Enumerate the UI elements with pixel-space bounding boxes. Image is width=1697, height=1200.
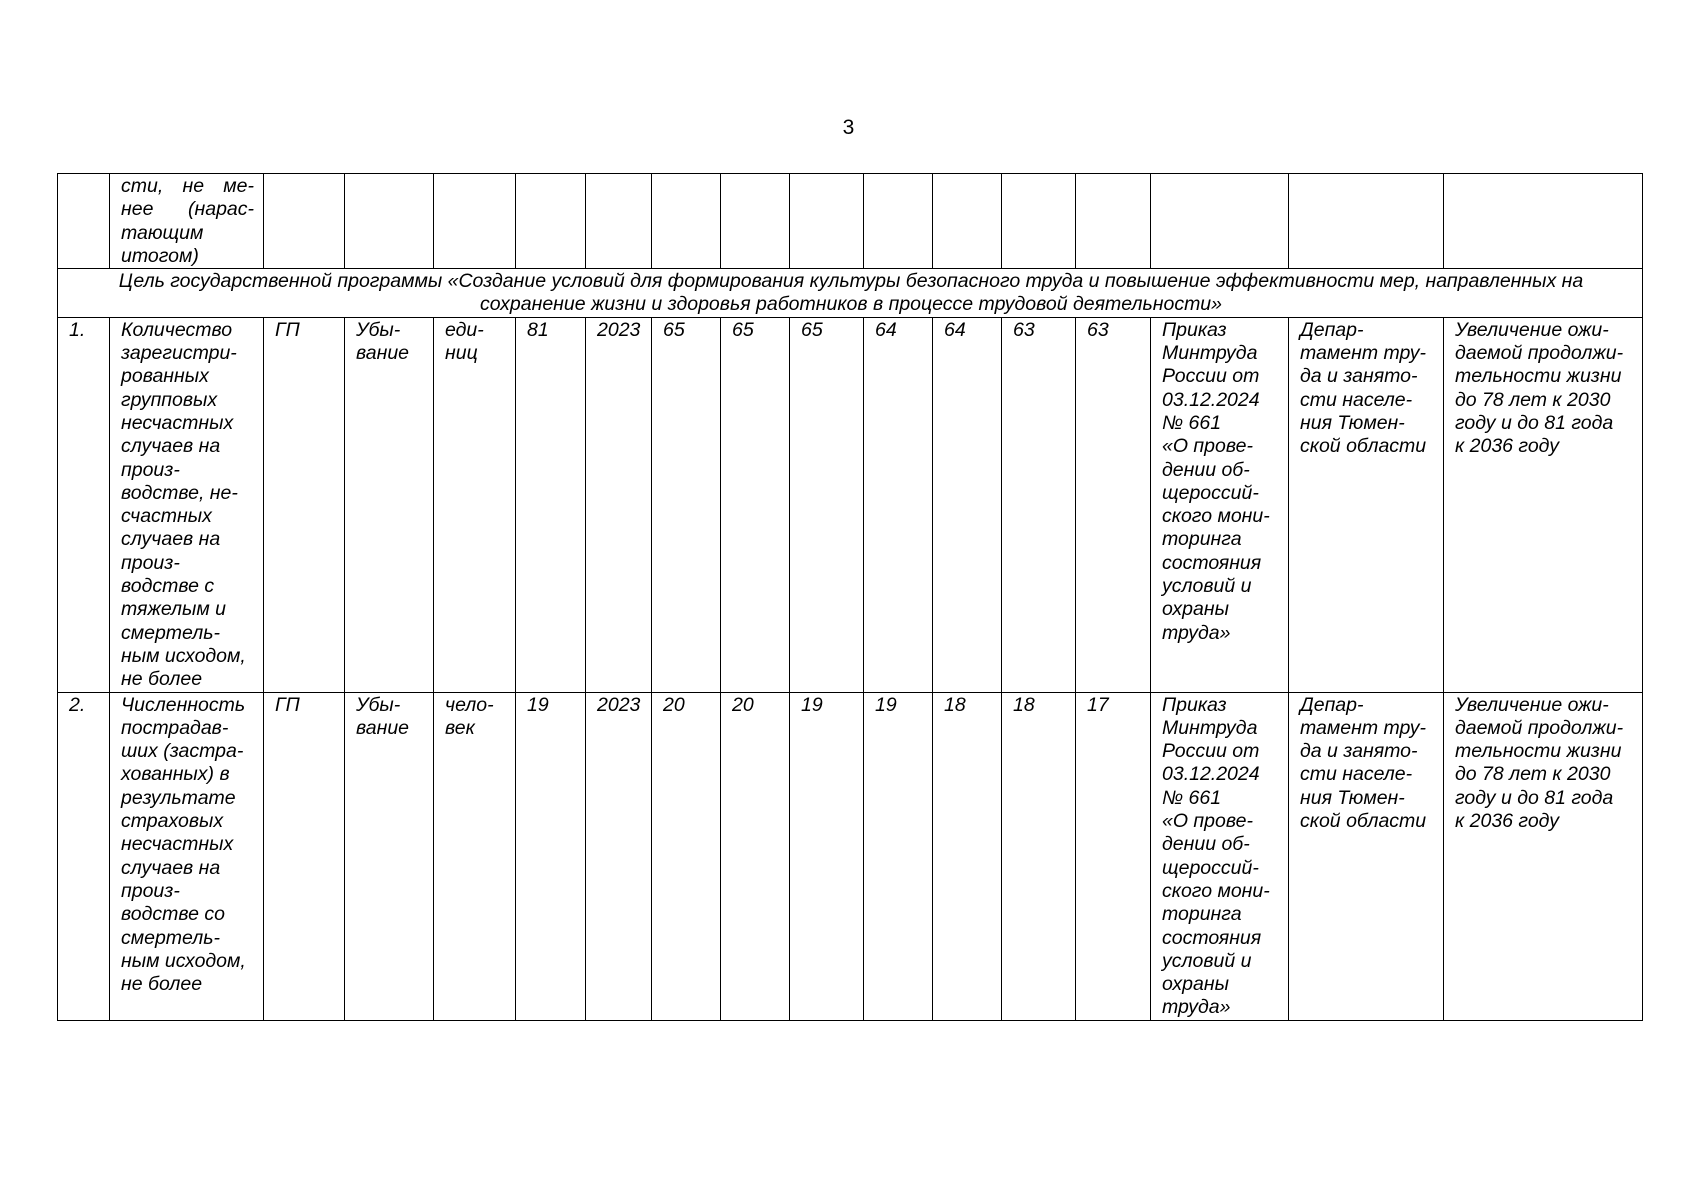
indicator-line: не более <box>121 668 203 691</box>
empty-cell <box>1151 174 1289 269</box>
link-cell <box>1444 317 1643 692</box>
empty-cell <box>652 174 721 269</box>
responsible-line: да и занято- <box>1300 365 1418 388</box>
responsible-line: да и занято- <box>1300 740 1418 763</box>
base-value-cell: 81 <box>516 317 586 692</box>
document-line: труда» <box>1162 996 1231 1019</box>
link-line: даемой продолжи- <box>1455 342 1624 365</box>
table-row <box>58 692 1643 1020</box>
indicator-line: водстве, не- <box>121 481 238 504</box>
indicator-line: не более <box>121 973 203 996</box>
trend-cell <box>345 317 434 692</box>
unit-line: век <box>445 716 475 739</box>
document-line: щероссий- <box>1162 481 1259 504</box>
document-line: 03.12.2024 <box>1162 388 1260 411</box>
table-row <box>58 317 1643 692</box>
link-line: даемой продолжи- <box>1455 716 1624 739</box>
document-line: «О прове- <box>1162 810 1253 833</box>
year-value-cell: 19 <box>864 692 933 1020</box>
document-line: Минтруда <box>1162 342 1258 365</box>
document-line: Минтруда <box>1162 716 1258 739</box>
unit-line: чело- <box>445 693 494 716</box>
indicator-line: произ- <box>121 551 180 574</box>
trend-line: Убы- <box>356 318 401 341</box>
indicator-line: тяжелым и <box>121 598 227 621</box>
year-value-cell: 19 <box>790 692 864 1020</box>
indicator-line: результате <box>121 786 236 809</box>
year-value-cell: 20 <box>652 692 721 1020</box>
trend-line: вание <box>356 342 410 365</box>
year-value-cell: 18 <box>1002 692 1076 1020</box>
document-line: дении об- <box>1162 458 1250 481</box>
year-value-cell: 65 <box>721 317 790 692</box>
indicator-line: групповых <box>121 388 218 411</box>
year-value-cell: 20 <box>721 692 790 1020</box>
goal-line: Цель государственной программы «Создание условий для формирования культуры безопасного труда и повышение эффективности мер, направленных на <box>118 270 1584 293</box>
document-line: России от <box>1162 740 1260 763</box>
indicator-line: случаев на <box>121 528 221 551</box>
indicator-cell <box>110 692 264 1020</box>
indicator-line: несчастных <box>121 411 234 434</box>
empty-cell <box>1289 174 1444 269</box>
continued-row <box>58 174 1643 269</box>
document-cell <box>1151 692 1289 1020</box>
responsible-line: тамент тру- <box>1300 342 1426 365</box>
document-line: условий и <box>1162 949 1252 972</box>
document-line: дении об- <box>1162 833 1250 856</box>
responsible-line: ской области <box>1300 810 1427 833</box>
empty-cell <box>345 174 434 269</box>
indicator-line: нее (нарас- <box>121 198 254 221</box>
document-line: состояния <box>1162 926 1262 949</box>
indicator-line: смертель- <box>121 621 220 644</box>
empty-cell <box>864 174 933 269</box>
empty-cell <box>1076 174 1151 269</box>
link-cell <box>1444 692 1643 1020</box>
document-line: Приказ <box>1162 693 1227 716</box>
indicator-line: случаев на <box>121 856 221 879</box>
document-line: условий и <box>1162 575 1252 598</box>
base-year-cell: 2023 <box>586 692 652 1020</box>
unit-cell <box>434 317 516 692</box>
year-value-cell: 17 <box>1076 692 1151 1020</box>
level-cell: ГП <box>264 692 345 1020</box>
document-cell <box>1151 317 1289 692</box>
document-line: 03.12.2024 <box>1162 763 1260 786</box>
empty-cell <box>586 174 652 269</box>
trend-line: вание <box>356 716 410 739</box>
indicator-line: ным исходом, <box>121 949 246 972</box>
link-line: тельности жизни <box>1455 365 1622 388</box>
document-line: труда» <box>1162 621 1231 644</box>
link-line: году и до 81 года <box>1455 411 1614 434</box>
document-line: ского мони- <box>1162 505 1270 528</box>
num-cell <box>58 174 110 269</box>
document-line: охраны <box>1162 973 1229 996</box>
row-number-cell: 2. <box>58 692 110 1020</box>
indicator-cell <box>110 174 264 269</box>
responsible-cell <box>1289 317 1444 692</box>
indicator-line: случаев на <box>121 435 221 458</box>
base-value-cell: 19 <box>516 692 586 1020</box>
document-line: щероссий- <box>1162 856 1259 879</box>
indicator-line: тающим <box>121 221 204 244</box>
indicator-line: хованных) в <box>121 763 230 786</box>
indicator-line: зарегистри- <box>121 342 237 365</box>
year-value-cell: 63 <box>1076 317 1151 692</box>
link-line: до 78 лет к 2030 <box>1455 763 1611 786</box>
year-value-cell: 63 <box>1002 317 1076 692</box>
responsible-cell <box>1289 692 1444 1020</box>
indicator-line: водстве со <box>121 903 225 926</box>
unit-line: еди- <box>445 318 484 341</box>
indicator-line: ным исходом, <box>121 644 246 667</box>
year-value-cell: 18 <box>933 692 1002 1020</box>
link-line: до 78 лет к 2030 <box>1455 388 1611 411</box>
responsible-line: ния Тюмен- <box>1300 411 1405 434</box>
unit-cell <box>434 692 516 1020</box>
document-line: России от <box>1162 365 1260 388</box>
indicator-line: несчастных <box>121 833 234 856</box>
indicator-line: Количество <box>121 318 233 341</box>
document-line: № 661 <box>1162 786 1222 809</box>
document-line: торинга <box>1162 528 1242 551</box>
responsible-line: тамент тру- <box>1300 716 1426 739</box>
empty-cell <box>264 174 345 269</box>
year-value-cell: 65 <box>790 317 864 692</box>
goal-cell <box>58 269 1643 318</box>
goal-line: сохранение жизни и здоровья работников в процессе трудовой деятельности» <box>480 293 1222 316</box>
trend-line: Убы- <box>356 693 401 716</box>
link-line: к 2036 году <box>1455 435 1559 458</box>
indicator-line: ших (застра- <box>121 740 244 763</box>
empty-cell <box>933 174 1002 269</box>
document-line: «О прове- <box>1162 435 1253 458</box>
document-line: состояния <box>1162 551 1262 574</box>
responsible-line: Депар- <box>1300 318 1364 341</box>
page-number: 3 <box>842 116 855 139</box>
empty-cell <box>434 174 516 269</box>
link-line: году и до 81 года <box>1455 786 1614 809</box>
link-line: тельности жизни <box>1455 740 1622 763</box>
empty-cell <box>721 174 790 269</box>
row-number-cell: 1. <box>58 317 110 692</box>
indicators-table <box>57 173 1643 1021</box>
indicator-line: произ- <box>121 458 180 481</box>
document-line: № 661 <box>1162 411 1222 434</box>
document-line: ского мони- <box>1162 879 1270 902</box>
responsible-line: ния Тюмен- <box>1300 786 1405 809</box>
trend-cell <box>345 692 434 1020</box>
indicator-line: водстве с <box>121 575 215 598</box>
link-line: Увеличение ожи- <box>1455 693 1609 716</box>
link-line: Увеличение ожи- <box>1455 318 1609 341</box>
indicator-line: смертель- <box>121 926 220 949</box>
indicator-line: рованных <box>121 365 209 388</box>
indicator-line: пострадав- <box>121 716 229 739</box>
document-line: Приказ <box>1162 318 1227 341</box>
empty-cell <box>1444 174 1643 269</box>
responsible-line: сти населе- <box>1300 763 1413 786</box>
indicator-line: сти, не ме- <box>121 175 254 197</box>
year-value-cell: 64 <box>864 317 933 692</box>
responsible-line: Депар- <box>1300 693 1364 716</box>
indicator-line: произ- <box>121 879 180 902</box>
year-value-cell: 65 <box>652 317 721 692</box>
year-value-cell: 64 <box>933 317 1002 692</box>
responsible-line: ской области <box>1300 435 1427 458</box>
indicator-line: страховых <box>121 810 224 833</box>
indicator-line: счастных <box>121 505 212 528</box>
goal-row <box>58 269 1643 318</box>
indicator-line: Численность <box>121 693 246 716</box>
empty-cell <box>1002 174 1076 269</box>
level-cell: ГП <box>264 317 345 692</box>
document-line: торинга <box>1162 903 1242 926</box>
indicator-cell <box>110 317 264 692</box>
empty-cell <box>516 174 586 269</box>
empty-cell <box>790 174 864 269</box>
link-line: к 2036 году <box>1455 810 1559 833</box>
document-line: охраны <box>1162 598 1229 621</box>
indicator-line: итогом) <box>121 244 199 267</box>
base-year-cell: 2023 <box>586 317 652 692</box>
unit-line: ниц <box>445 342 478 365</box>
responsible-line: сти населе- <box>1300 388 1413 411</box>
